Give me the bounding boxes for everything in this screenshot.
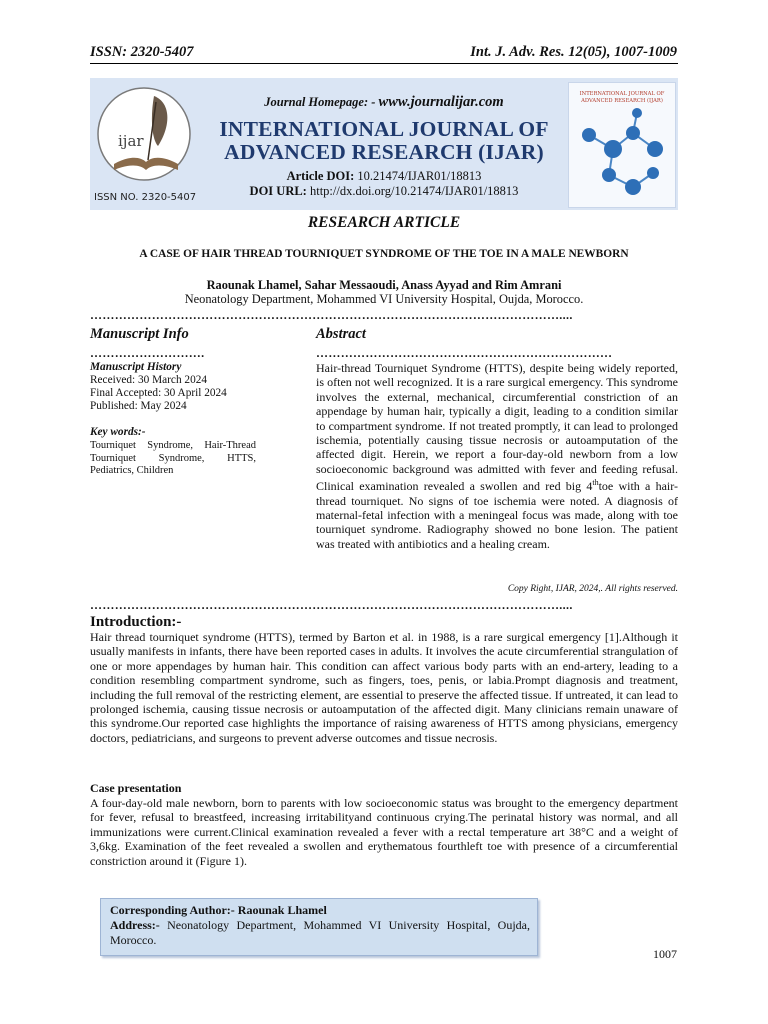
article-authors: Raounak Lhamel, Sahar Messaoudi, Anass Ayyad and Rim Amrani	[206, 278, 562, 292]
journal-homepage: Journal Homepage: - www.journalijar.com	[264, 94, 504, 110]
article-type: RESEARCH ARTICLE	[307, 214, 461, 231]
journal-cover-image	[568, 82, 676, 208]
ijar-logo	[92, 82, 202, 204]
separator-dots-left: ……………………….	[90, 346, 205, 360]
case-presentation-heading: Case presentation	[90, 781, 182, 795]
corresponding-author-label: Corresponding Author:- Raounak Lhamel	[110, 903, 327, 917]
svg-text:INTERNATIONAL JOURNAL OF: INTERNATIONAL JOURNAL OF	[579, 91, 665, 97]
svg-text:ADVANCED RESEARCH (IJAR): ADVANCED RESEARCH (IJAR)	[581, 98, 663, 104]
article-doi: 10.21474/IJAR01/18813	[354, 169, 482, 183]
page-number: 1007	[653, 947, 677, 961]
introduction-heading: Introduction:-	[90, 614, 182, 630]
keywords-label: Key words:-	[90, 426, 146, 438]
keywords: Tourniquet Syndrome, Hair-Thread Tourniquet Syndrome, HTTS, Pediatrics, Children	[90, 440, 256, 476]
homepage-link[interactable]: www.journalijar.com	[378, 94, 504, 110]
article-affiliation: Neonatology Department, Mohammed VI University Hospital, Oujda, Morocco.	[184, 292, 584, 306]
case-presentation-text: A four-day-old male newborn, born to parents with low socioeconomic status was brought to the emergency department for fever, refusal to breastfeed, increasing irritabilityand continuous crying.The perinatal history was normal, and all immunizations were current.Clinical examination revealed a fever with a rectal temperature art 38°C and a weight of 3,6kg. Examination of the feet revealed a swollen and erythematous fourthleft toe with presence of a circumferential constriction around it (Figure 1).	[90, 796, 678, 868]
running-header-citation: Int. J. Adv. Res. 12(05), 1007-1009	[470, 44, 677, 60]
article-title: A CASE OF HAIR THREAD TOURNIQUET SYNDROME OF THE TOE IN A MALE NEWBORN	[139, 248, 629, 260]
header-rule	[90, 63, 678, 64]
separator-dots-top: ……………………………………………………………………………………………………....	[90, 308, 573, 322]
separator-dots-bottom: ……………………………………………………………………………………………………....	[90, 598, 573, 612]
corresponding-address: Neonatology Department, Mohammed VI University Hospital, Oujda, Morocco.	[110, 918, 530, 947]
abstract-heading: Abstract	[316, 326, 366, 342]
running-header-issn: ISSN: 2320-5407	[90, 44, 194, 60]
journal-title: INTERNATIONAL JOURNAL OF ADVANCED RESEARCH (IJAR)	[219, 117, 549, 164]
svg-text:ijar: ijar	[118, 132, 144, 150]
svg-text:ISSN NO. 2320-5407: ISSN NO. 2320-5407	[94, 192, 197, 203]
copyright-notice: Copy Right, IJAR, 2024,. All rights reserved.	[507, 584, 678, 594]
introduction-text: Hair thread tourniquet syndrome (HTTS), termed by Barton et al. in 1988, is a rare surgical emergency [1].Although it usually manifests in infants, there have been reported cases in adults. It involves the acute circumferential strangulation of one or more appendages by human hair. This condition can affect various body parts with an end-artery, leading to a condition resembling compartment syndrome, such as fingers, toes, penis, or labia.Prompt diagnosis and treatment, including the full removal of the restricting element, are essential to preserve the affected tissue. If untreated, it can lead to prolonged ischemia, causing tissue necrosis or autoamputation of the affected digit. Many clinicians remain unaware of this syndrome.Our reported case highlights the importance of raising awareness of HTTS among physicians, emergency doctors, pediatricians, and surgeons to prevent adverse outcomes and tissue necrosis.	[90, 630, 678, 745]
separator-dots-right: ………………………………………………………………	[316, 346, 613, 360]
accepted-date: Final Accepted: 30 April 2024	[90, 387, 227, 399]
manuscript-info-heading: Manuscript Info	[90, 326, 189, 342]
doi-block: Article DOI: 10.21474/IJAR01/18813 DOI URL: http://dx.doi.org/10.21474/IJAR01/18813	[249, 169, 519, 198]
abstract-text: Hair-thread Tourniquet Syndrome (HTTS), despite being widely reported, is often not well recognized. It is a rare surgical emergency. This syndrome involves the external, mechanical, circumferential constriction of an appendage by human hair, typically a digit, leading to a condition similar to compartment syndrome. If not treated promptly, it can lead to prolonged ischemia, potentially causing tissue necrosis or autoamputation of the affected digit. Herein, we report a four-day-old newborn from a low socioeconomic background was admitted with fever and feeding refusal. Clinical examination revealed a swollen and red big 4thtoe with a hair-thread tourniquet. No signs of toe ischemia were noted. A diagnosis of maternal-fetal infection with a meningeal focus was made, along with toe tourniquet syndrome. Radiography showed no bone lesion. The patient was treated with antibiotics and a healing cream.	[316, 361, 678, 551]
received-date: Received: 30 March 2024	[90, 374, 208, 386]
doi-url-link[interactable]: http://dx.doi.org/10.21474/IJAR01/18813	[306, 184, 519, 198]
corresponding-author-text: Corresponding Author:- Raounak Lhamel Address:- Neonatology Department, Mohammed VI University Hospital, Oujda, Morocco.	[110, 903, 530, 947]
manuscript-history-label: Manuscript History	[90, 361, 182, 373]
published-date: Published: May 2024	[90, 400, 187, 412]
